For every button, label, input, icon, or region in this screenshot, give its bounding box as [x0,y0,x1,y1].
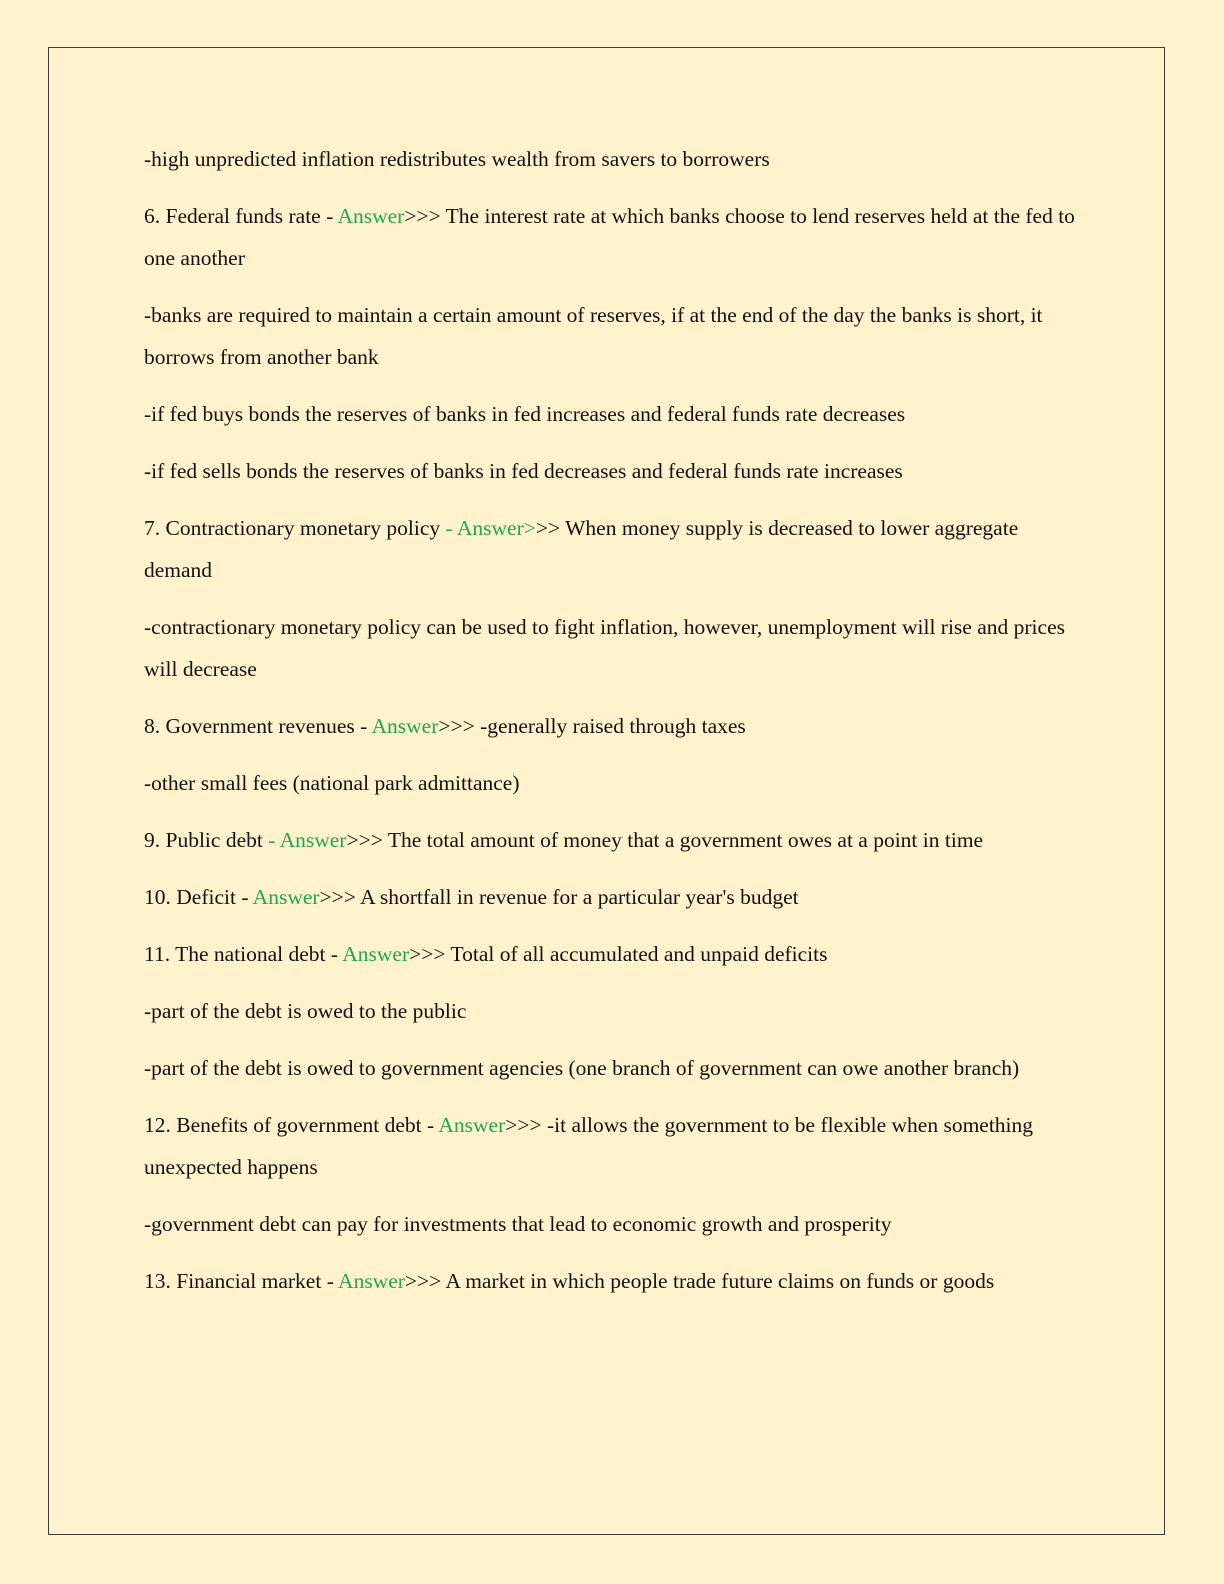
note-paragraph [144,450,1080,492]
document-body [144,138,1080,1317]
answer-label: Answer [337,204,405,228]
qa-paragraph [144,1260,1080,1302]
answer-text: >>> The interest rate at which banks choose to lend reserves held at the fed to one another [144,204,1075,270]
question-text: 10. Deficit - [144,885,253,909]
question-text: 6. Federal funds rate - [144,204,338,228]
answer-label: Answer [438,1113,506,1137]
answer-label: Answer [371,714,439,738]
note-paragraph [144,1203,1080,1245]
question-text: 7. Contractionary monetary policy [144,516,446,540]
note-paragraph [144,990,1080,1032]
note-text: -if fed sells bonds the reserves of banks in fed decreases and federal funds rate increases [144,459,903,483]
note-text: -government debt can pay for investments that lead to economic growth and prosperity [144,1212,892,1236]
answer-text: >>> -generally raised through taxes [438,714,746,738]
answer-text: >>> Total of all accumulated and unpaid deficits [409,942,828,966]
qa-paragraph [144,876,1080,918]
answer-label: Answer [338,1269,405,1293]
note-text: -other small fees (national park admittance) [144,771,520,795]
note-paragraph [144,762,1080,804]
qa-paragraph [144,507,1080,591]
note-paragraph [144,606,1080,690]
answer-text: >>> -it allows the government to be flexible when something unexpected happens [144,1113,1034,1179]
answer-label: Answer [342,942,410,966]
note-text: -contractionary monetary policy can be used to fight inflation, however, unemployment will rise and prices will decrease [144,615,1065,681]
question-text: 8. Government revenues - [144,714,372,738]
answer-text: >> When money supply is decreased to lower aggregate demand [144,516,1019,582]
note-text: -part of the debt is owed to government agencies (one branch of government can owe another branch) [144,1056,1020,1080]
qa-paragraph [144,819,1080,861]
note-paragraph [144,294,1080,378]
note-paragraph [144,393,1080,435]
question-text: 12. Benefits of government debt - [144,1113,439,1137]
note-text: -if fed buys bonds the reserves of banks in fed increases and federal funds rate decreases [144,402,906,426]
answer-text: >>> A shortfall in revenue for a particular year's budget [319,885,799,909]
answer-label: Answer [252,885,320,909]
qa-paragraph [144,1104,1080,1188]
note-text: -part of the debt is owed to the public [144,999,467,1023]
note-text: -high unpredicted inflation redistributes wealth from savers to borrowers [144,147,770,171]
question-text: 9. Public debt [144,828,269,852]
qa-paragraph [144,933,1080,975]
question-text: 13. Financial market - [144,1269,339,1293]
note-paragraph [144,138,1080,180]
qa-paragraph [144,195,1080,279]
answer-label: - Answer> [445,516,536,540]
answer-text: >>> The total amount of money that a government owes at a point in time [346,828,984,852]
note-text: -banks are required to maintain a certain amount of reserves, if at the end of the day the banks is short, it borrows from another bank [144,303,1043,369]
note-paragraph [144,1047,1080,1089]
answer-text: >>> A market in which people trade future claims on funds or goods [404,1269,995,1293]
answer-label: - Answer [268,828,347,852]
question-text: 11. The national debt - [144,942,343,966]
qa-paragraph [144,705,1080,747]
